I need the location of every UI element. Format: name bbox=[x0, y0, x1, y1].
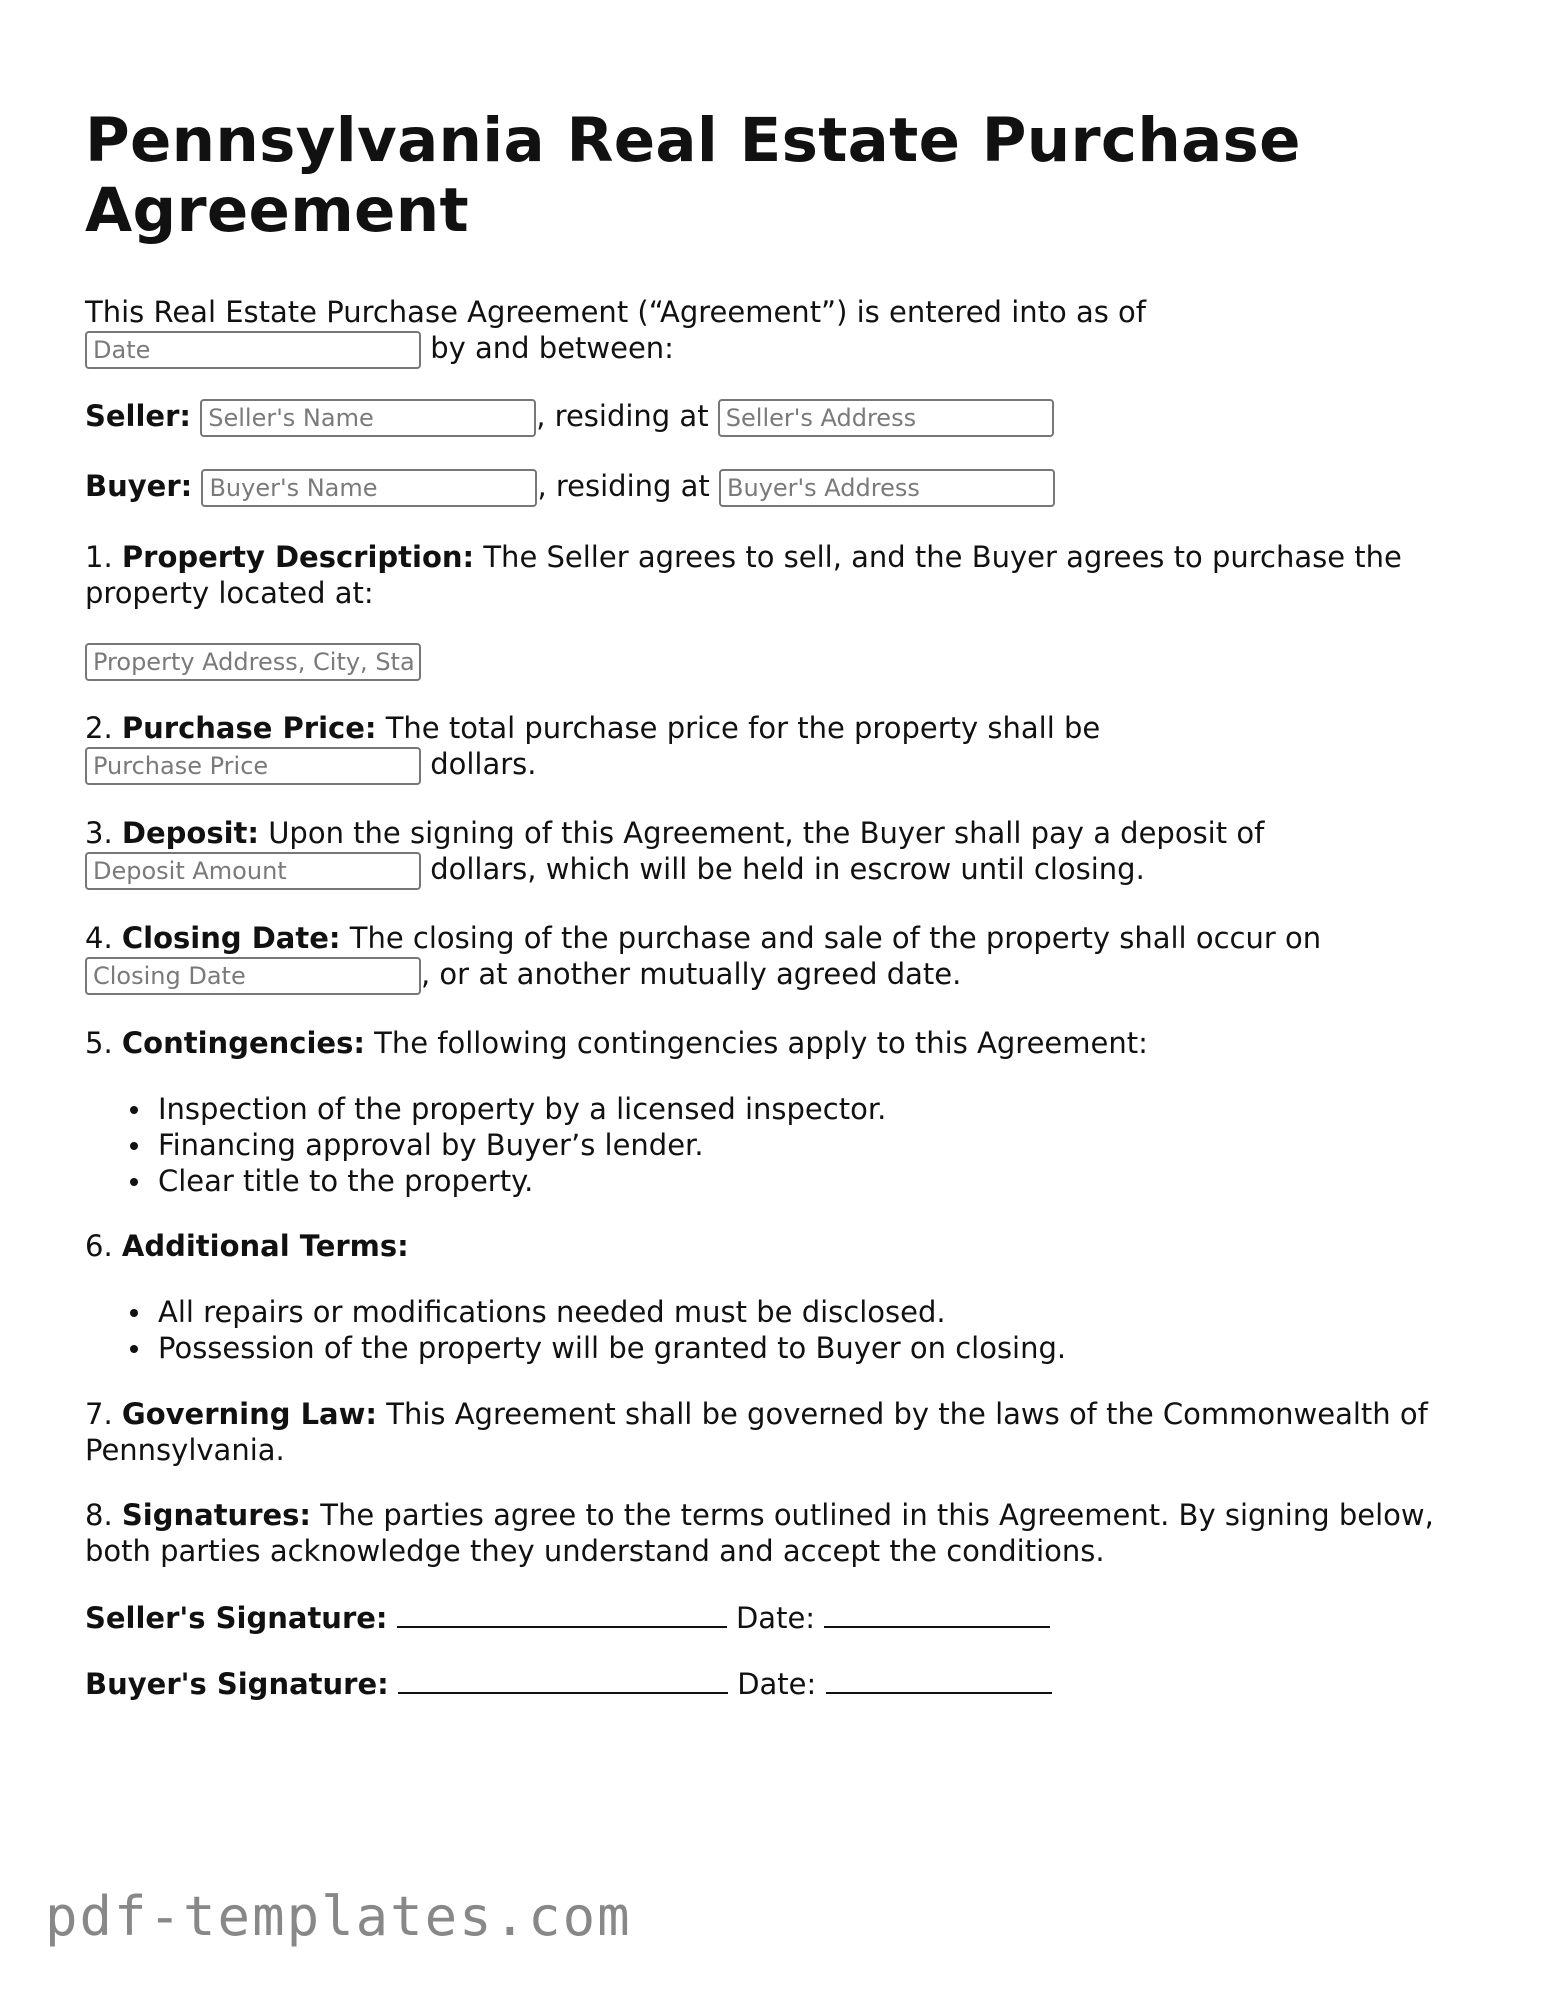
section-number: 5. bbox=[85, 1026, 113, 1060]
section-text: Upon the signing of this Agreement, the Buyer shall pay a deposit of bbox=[268, 816, 1265, 850]
intro-text: This Real Estate Purchase Agreement (“Agreement”) is entered into as of bbox=[85, 295, 1147, 329]
seller-line bbox=[85, 398, 1457, 437]
watermark-text: pdf-templates.com bbox=[45, 1885, 632, 1948]
date-label: Date: bbox=[735, 1601, 816, 1635]
section-governing-law bbox=[85, 1396, 1457, 1468]
buyer-name-field[interactable] bbox=[201, 469, 537, 507]
seller-signature-date-field[interactable] bbox=[824, 1598, 1050, 1628]
purchase-price-field[interactable] bbox=[85, 747, 421, 785]
section-heading: Governing Law: bbox=[121, 1397, 378, 1431]
section-number: 6. bbox=[85, 1229, 113, 1263]
section-contingencies bbox=[85, 1025, 1457, 1061]
section-deposit bbox=[85, 815, 1457, 890]
list-item: Inspection of the property by a licensed inspector. bbox=[158, 1092, 887, 1126]
section-heading: Closing Date: bbox=[121, 921, 341, 955]
section-number: 4. bbox=[85, 921, 113, 955]
buyer-address-field[interactable] bbox=[719, 469, 1055, 507]
section-text: The parties agree to the terms outlined in this Agreement. By signing below, both parties acknowledge they understand and accept the conditions. bbox=[85, 1498, 1434, 1568]
seller-name-field[interactable] bbox=[200, 399, 536, 437]
seller-signature-label: Seller's Signature: bbox=[85, 1601, 388, 1635]
section-heading: Additional Terms: bbox=[121, 1229, 409, 1263]
section-text: The Seller agrees to sell, and the Buyer agrees to purchase the property located at: bbox=[85, 540, 1402, 610]
section-heading: Purchase Price: bbox=[121, 711, 377, 745]
seller-signature-line bbox=[85, 1598, 1457, 1636]
closing-date-field[interactable] bbox=[85, 957, 421, 995]
section-text-after: dollars. bbox=[430, 747, 537, 781]
section-text: The total purchase price for the property shall be bbox=[385, 711, 1101, 745]
buyer-signature-date-field[interactable] bbox=[826, 1664, 1052, 1694]
seller-label: Seller: bbox=[85, 399, 192, 433]
seller-address-field[interactable] bbox=[718, 399, 1054, 437]
buyer-signature-field[interactable] bbox=[398, 1664, 728, 1694]
section-heading: Property Description: bbox=[121, 540, 475, 574]
section-text-after: dollars, which will be held in escrow until closing. bbox=[430, 852, 1145, 886]
section-number: 2. bbox=[85, 711, 113, 745]
section-property-description bbox=[85, 539, 1457, 611]
buyer-label: Buyer: bbox=[85, 469, 193, 503]
section-purchase-price bbox=[85, 710, 1457, 785]
section-signatures bbox=[85, 1497, 1457, 1569]
section-heading: Deposit: bbox=[121, 816, 259, 850]
section-number: 1. bbox=[85, 540, 113, 574]
list-item: All repairs or modifications needed must be disclosed. bbox=[158, 1294, 1066, 1330]
contingencies-list bbox=[158, 1091, 886, 1199]
section-number: 7. bbox=[85, 1397, 113, 1431]
seller-residing-text: , residing at bbox=[536, 399, 709, 433]
buyer-signature-line bbox=[85, 1664, 1457, 1702]
date-label: Date: bbox=[737, 1667, 817, 1701]
property-address-row bbox=[85, 642, 1457, 681]
section-number: 3. bbox=[85, 816, 113, 850]
list-item: Possession of the property will be granted to Buyer on closing. bbox=[158, 1331, 1067, 1365]
agreement-date-field[interactable] bbox=[85, 331, 421, 369]
section-closing-date bbox=[85, 920, 1457, 995]
section-additional-terms bbox=[85, 1228, 1457, 1264]
section-text: The following contingencies apply to this Agreement: bbox=[374, 1026, 1148, 1060]
section-text: This Agreement shall be governed by the laws of the Commonwealth of Pennsylvania. bbox=[85, 1397, 1428, 1467]
list-item: Financing approval by Buyer’s lender. bbox=[158, 1127, 886, 1163]
buyer-residing-text: , residing at bbox=[537, 469, 710, 503]
section-text-after: , or at another mutually agreed date. bbox=[421, 957, 962, 991]
section-heading: Signatures: bbox=[121, 1498, 312, 1532]
section-number: 8. bbox=[85, 1498, 113, 1532]
seller-signature-field[interactable] bbox=[397, 1598, 727, 1628]
property-address-field[interactable] bbox=[85, 643, 421, 681]
deposit-amount-field[interactable] bbox=[85, 852, 421, 890]
intro-paragraph bbox=[85, 294, 1457, 369]
list-item: Clear title to the property. bbox=[158, 1163, 886, 1199]
section-text: The closing of the purchase and sale of the property shall occur on bbox=[349, 921, 1322, 955]
buyer-signature-label: Buyer's Signature: bbox=[85, 1667, 389, 1701]
intro-text-after: by and between: bbox=[430, 331, 674, 365]
buyer-line bbox=[85, 468, 1457, 507]
additional-terms-list bbox=[158, 1294, 1066, 1366]
page-title: Pennsylvania Real Estate Purchase Agreement bbox=[85, 105, 1301, 246]
section-heading: Contingencies: bbox=[121, 1026, 365, 1060]
